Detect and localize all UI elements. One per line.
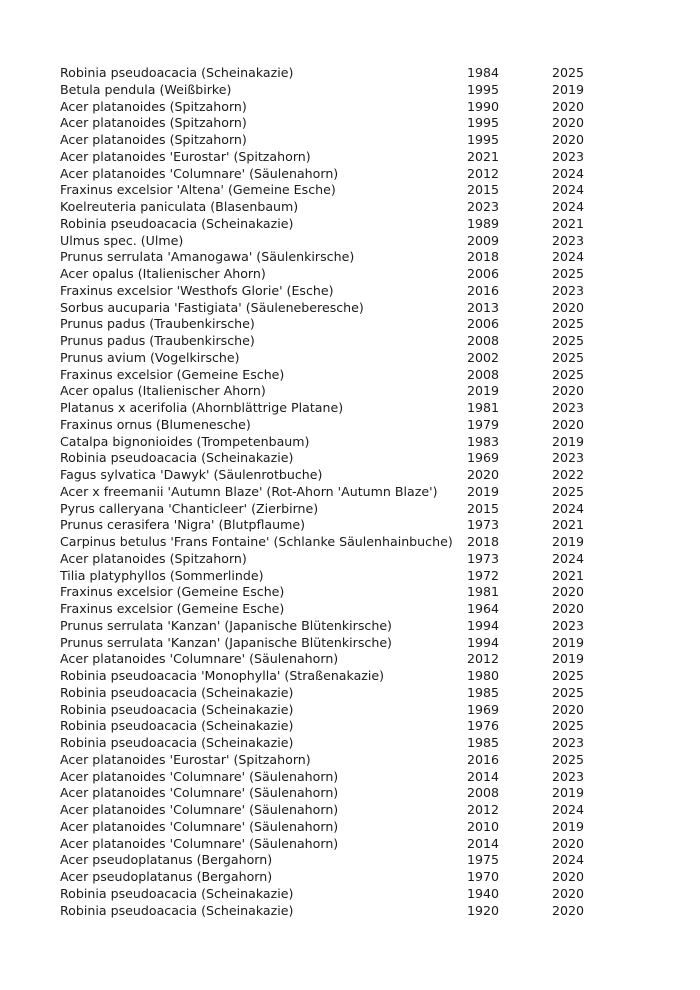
table-row bbox=[60, 65, 620, 82]
inspection-year-cell: 2023 bbox=[552, 232, 585, 248]
inspection-year-cell: 2024 bbox=[552, 852, 585, 868]
table-row bbox=[60, 802, 620, 819]
planting-year-cell: 1976 bbox=[467, 718, 500, 734]
inspection-year-cell: 2020 bbox=[552, 835, 585, 851]
planting-year-cell: 1973 bbox=[467, 517, 500, 533]
table-row bbox=[60, 132, 620, 149]
planting-year-cell: 1994 bbox=[467, 617, 500, 633]
table-row bbox=[60, 584, 620, 601]
table-row bbox=[60, 484, 620, 501]
inspection-year-cell: 2020 bbox=[552, 902, 585, 918]
tree-species-cell: Fraxinus excelsior (Gemeine Esche) bbox=[60, 366, 285, 382]
tree-species-cell: Fraxinus excelsior 'Altena' (Gemeine Esche) bbox=[60, 182, 336, 198]
inspection-year-cell: 2024 bbox=[552, 550, 585, 566]
inspection-year-cell: 2021 bbox=[552, 567, 585, 583]
planting-year-cell: 1972 bbox=[467, 567, 500, 583]
tree-species-cell: Catalpa bignonioides (Trompetenbaum) bbox=[60, 433, 310, 449]
table-row bbox=[60, 551, 620, 568]
planting-year-cell: 2008 bbox=[467, 366, 500, 382]
tree-species-cell: Acer platanoides (Spitzahorn) bbox=[60, 132, 247, 147]
tree-species-cell: Robinia pseudoacacia (Scheinakazie) bbox=[60, 718, 294, 734]
table-row bbox=[60, 718, 620, 735]
inspection-year-cell: 2023 bbox=[552, 282, 585, 298]
inspection-year-cell: 2024 bbox=[552, 182, 585, 198]
inspection-year-cell: 2023 bbox=[552, 617, 585, 633]
planting-year-cell: 2018 bbox=[467, 249, 500, 265]
table-row bbox=[60, 769, 620, 786]
planting-year-cell: 1981 bbox=[467, 400, 500, 415]
tree-species-cell: Prunus serrulata 'Kanzan' (Japanische Blütenkirsche) bbox=[60, 634, 392, 650]
table-row bbox=[60, 350, 620, 367]
tree-species-cell: Tilia platyphyllos (Sommerlinde) bbox=[60, 567, 264, 583]
inspection-year-cell: 2025 bbox=[552, 266, 585, 281]
planting-year-cell: 2020 bbox=[467, 467, 500, 482]
table-row bbox=[60, 517, 620, 534]
table-row bbox=[60, 383, 620, 400]
table-row bbox=[60, 367, 620, 384]
table-row bbox=[60, 115, 620, 132]
table-row bbox=[60, 149, 620, 166]
tree-list-table bbox=[60, 65, 620, 919]
planting-year-cell: 2015 bbox=[467, 500, 500, 516]
tree-species-cell: Acer platanoides 'Eurostar' (Spitzahorn) bbox=[60, 148, 311, 164]
inspection-year-cell: 2019 bbox=[552, 81, 585, 97]
table-row bbox=[60, 702, 620, 719]
tree-species-cell: Acer pseudoplatanus (Bergahorn) bbox=[60, 869, 273, 884]
inspection-year-cell: 2019 bbox=[552, 785, 585, 801]
planting-year-cell: 2018 bbox=[467, 534, 500, 549]
tree-species-cell: Fraxinus excelsior (Gemeine Esche) bbox=[60, 584, 285, 600]
inspection-year-cell: 2025 bbox=[552, 718, 585, 734]
table-row bbox=[60, 333, 620, 350]
table-row bbox=[60, 283, 620, 300]
planting-year-cell: 1994 bbox=[467, 634, 500, 650]
inspection-year-cell: 2024 bbox=[552, 500, 585, 516]
planting-year-cell: 2016 bbox=[467, 282, 500, 298]
tree-species-cell: Acer platanoides 'Eurostar' (Spitzahorn) bbox=[60, 751, 311, 767]
planting-year-cell: 2008 bbox=[467, 333, 500, 348]
tree-species-cell: Prunus cerasifera 'Nigra' (Blutpflaume) bbox=[60, 517, 306, 533]
table-row bbox=[60, 417, 620, 434]
inspection-year-cell: 2023 bbox=[552, 450, 585, 466]
tree-species-cell: Acer platanoides 'Columnare' (Säulenahorn) bbox=[60, 651, 339, 667]
planting-year-cell: 1920 bbox=[467, 902, 500, 918]
inspection-year-cell: 2020 bbox=[552, 383, 585, 399]
planting-year-cell: 1983 bbox=[467, 433, 500, 449]
tree-species-cell: Acer x freemanii 'Autumn Blaze' (Rot-Ahorn 'Autumn Blaze') bbox=[60, 483, 438, 499]
planting-year-cell: 2014 bbox=[467, 835, 500, 851]
planting-year-cell: 2019 bbox=[467, 483, 500, 499]
planting-year-cell: 2002 bbox=[467, 349, 500, 365]
inspection-year-cell: 2023 bbox=[552, 768, 585, 784]
planting-year-cell: 2016 bbox=[467, 751, 500, 767]
tree-species-cell: Acer platanoides 'Columnare' (Säulenahorn) bbox=[60, 165, 339, 181]
table-row bbox=[60, 182, 620, 199]
tree-species-cell: Acer platanoides 'Columnare' (Säulenahorn) bbox=[60, 802, 339, 817]
tree-species-cell: Pyrus calleryana 'Chanticleer' (Zierbirne) bbox=[60, 500, 319, 516]
tree-species-cell: Prunus padus (Traubenkirsche) bbox=[60, 333, 255, 348]
planting-year-cell: 1969 bbox=[467, 701, 500, 717]
tree-species-cell: Acer platanoides 'Columnare' (Säulenahorn) bbox=[60, 818, 339, 834]
tree-species-cell: Acer pseudoplatanus (Bergahorn) bbox=[60, 852, 273, 868]
tree-species-cell: Prunus avium (Vogelkirsche) bbox=[60, 349, 240, 365]
table-row bbox=[60, 166, 620, 183]
table-row bbox=[60, 199, 620, 216]
planting-year-cell: 2015 bbox=[467, 182, 500, 198]
planting-year-cell: 1981 bbox=[467, 584, 500, 600]
planting-year-cell: 1985 bbox=[467, 684, 500, 700]
tree-species-cell: Fagus sylvatica 'Dawyk' (Säulenrotbuche) bbox=[60, 467, 323, 482]
table-row bbox=[60, 266, 620, 283]
planting-year-cell: 1995 bbox=[467, 115, 500, 131]
tree-species-cell: Robinia pseudoacacia (Scheinakazie) bbox=[60, 65, 294, 80]
table-row bbox=[60, 400, 620, 417]
table-row bbox=[60, 785, 620, 802]
inspection-year-cell: 2020 bbox=[552, 416, 585, 432]
planting-year-cell: 1984 bbox=[467, 65, 500, 80]
planting-year-cell: 2023 bbox=[467, 199, 500, 214]
inspection-year-cell: 2024 bbox=[552, 165, 585, 181]
planting-year-cell: 1969 bbox=[467, 450, 500, 466]
planting-year-cell: 2010 bbox=[467, 818, 500, 834]
tree-species-cell: Platanus x acerifolia (Ahornblättrige Platane) bbox=[60, 400, 344, 415]
tree-species-cell: Acer opalus (Italienischer Ahorn) bbox=[60, 266, 266, 281]
inspection-year-cell: 2021 bbox=[552, 215, 585, 231]
tree-species-cell: Betula pendula (Weißbirke) bbox=[60, 81, 232, 97]
tree-species-cell: Acer platanoides (Spitzahorn) bbox=[60, 98, 247, 114]
tree-species-cell: Robinia pseudoacacia (Scheinakazie) bbox=[60, 215, 294, 231]
inspection-year-cell: 2024 bbox=[552, 249, 585, 265]
inspection-year-cell: 2025 bbox=[552, 684, 585, 700]
inspection-year-cell: 2020 bbox=[552, 869, 585, 884]
tree-species-cell: Fraxinus ornus (Blumenesche) bbox=[60, 416, 251, 432]
table-row bbox=[60, 886, 620, 903]
planting-year-cell: 2014 bbox=[467, 768, 500, 784]
planting-year-cell: 2009 bbox=[467, 232, 500, 248]
table-row bbox=[60, 685, 620, 702]
tree-species-cell: Robinia pseudoacacia (Scheinakazie) bbox=[60, 885, 294, 901]
inspection-year-cell: 2020 bbox=[552, 299, 585, 315]
inspection-year-cell: 2025 bbox=[552, 668, 585, 683]
inspection-year-cell: 2020 bbox=[552, 885, 585, 901]
table-row bbox=[60, 99, 620, 116]
inspection-year-cell: 2025 bbox=[552, 65, 585, 80]
tree-species-cell: Acer platanoides (Spitzahorn) bbox=[60, 550, 247, 566]
inspection-year-cell: 2020 bbox=[552, 584, 585, 600]
table-row bbox=[60, 635, 620, 652]
tree-species-cell: Acer platanoides 'Columnare' (Säulenahorn) bbox=[60, 785, 339, 801]
planting-year-cell: 2008 bbox=[467, 785, 500, 801]
tree-species-cell: Prunus serrulata 'Amanogawa' (Säulenkirsche) bbox=[60, 249, 355, 265]
tree-species-cell: Robinia pseudoacacia (Scheinakazie) bbox=[60, 735, 294, 750]
inspection-year-cell: 2025 bbox=[552, 751, 585, 767]
inspection-year-cell: 2021 bbox=[552, 517, 585, 533]
inspection-year-cell: 2025 bbox=[552, 483, 585, 499]
table-row bbox=[60, 903, 620, 920]
planting-year-cell: 2021 bbox=[467, 148, 500, 164]
tree-species-cell: Robinia pseudoacacia (Scheinakazie) bbox=[60, 684, 294, 700]
inspection-year-cell: 2020 bbox=[552, 701, 585, 717]
table-row bbox=[60, 618, 620, 635]
table-row bbox=[60, 668, 620, 685]
inspection-year-cell: 2020 bbox=[552, 115, 585, 131]
table-row bbox=[60, 852, 620, 869]
tree-species-cell: Robinia pseudoacacia (Scheinakazie) bbox=[60, 450, 294, 466]
inspection-year-cell: 2020 bbox=[552, 132, 585, 147]
table-row bbox=[60, 601, 620, 618]
tree-species-cell: Acer platanoides 'Columnare' (Säulenahorn) bbox=[60, 768, 339, 784]
table-row bbox=[60, 216, 620, 233]
tree-species-cell: Robinia pseudoacacia 'Monophylla' (Straßenakazie) bbox=[60, 668, 385, 683]
inspection-year-cell: 2024 bbox=[552, 199, 585, 214]
inspection-year-cell: 2022 bbox=[552, 467, 585, 482]
planting-year-cell: 1964 bbox=[467, 601, 500, 616]
planting-year-cell: 1995 bbox=[467, 81, 500, 97]
table-row bbox=[60, 534, 620, 551]
table-row bbox=[60, 316, 620, 333]
table-row bbox=[60, 651, 620, 668]
inspection-year-cell: 2023 bbox=[552, 400, 585, 415]
planting-year-cell: 2006 bbox=[467, 316, 500, 332]
inspection-year-cell: 2020 bbox=[552, 98, 585, 114]
planting-year-cell: 1990 bbox=[467, 98, 500, 114]
table-row bbox=[60, 434, 620, 451]
planting-year-cell: 1940 bbox=[467, 885, 500, 901]
table-row bbox=[60, 752, 620, 769]
planting-year-cell: 2012 bbox=[467, 802, 500, 817]
planting-year-cell: 1985 bbox=[467, 735, 500, 750]
inspection-year-cell: 2019 bbox=[552, 651, 585, 667]
planting-year-cell: 1995 bbox=[467, 132, 500, 147]
table-row bbox=[60, 300, 620, 317]
table-row bbox=[60, 450, 620, 467]
planting-year-cell: 2013 bbox=[467, 299, 500, 315]
inspection-year-cell: 2019 bbox=[552, 818, 585, 834]
planting-year-cell: 2019 bbox=[467, 383, 500, 399]
planting-year-cell: 1980 bbox=[467, 668, 500, 683]
inspection-year-cell: 2019 bbox=[552, 634, 585, 650]
planting-year-cell: 2012 bbox=[467, 651, 500, 667]
tree-species-cell: Prunus serrulata 'Kanzan' (Japanische Blütenkirsche) bbox=[60, 617, 392, 633]
inspection-year-cell: 2023 bbox=[552, 148, 585, 164]
tree-species-cell: Acer opalus (Italienischer Ahorn) bbox=[60, 383, 266, 399]
tree-species-cell: Sorbus aucuparia 'Fastigiata' (Säuleneberesche) bbox=[60, 299, 364, 315]
table-row bbox=[60, 836, 620, 853]
table-row bbox=[60, 249, 620, 266]
inspection-year-cell: 2019 bbox=[552, 433, 585, 449]
table-row bbox=[60, 819, 620, 836]
table-row bbox=[60, 869, 620, 886]
inspection-year-cell: 2025 bbox=[552, 316, 585, 332]
tree-species-cell: Carpinus betulus 'Frans Fontaine' (Schlanke Säulenhainbuche) bbox=[60, 534, 453, 549]
tree-species-cell: Robinia pseudoacacia (Scheinakazie) bbox=[60, 902, 294, 918]
inspection-year-cell: 2020 bbox=[552, 601, 585, 616]
table-row bbox=[60, 82, 620, 99]
planting-year-cell: 1973 bbox=[467, 550, 500, 566]
inspection-year-cell: 2024 bbox=[552, 802, 585, 817]
table-row bbox=[60, 735, 620, 752]
table-row bbox=[60, 501, 620, 518]
tree-species-cell: Robinia pseudoacacia (Scheinakazie) bbox=[60, 701, 294, 717]
tree-species-cell: Acer platanoides 'Columnare' (Säulenahorn) bbox=[60, 835, 339, 851]
tree-species-cell: Ulmus spec. (Ulme) bbox=[60, 232, 184, 248]
inspection-year-cell: 2019 bbox=[552, 534, 585, 549]
planting-year-cell: 1979 bbox=[467, 416, 500, 432]
tree-species-cell: Acer platanoides (Spitzahorn) bbox=[60, 115, 247, 131]
tree-species-cell: Fraxinus excelsior (Gemeine Esche) bbox=[60, 601, 285, 616]
table-row bbox=[60, 568, 620, 585]
tree-species-cell: Prunus padus (Traubenkirsche) bbox=[60, 316, 255, 332]
tree-species-cell: Koelreuteria paniculata (Blasenbaum) bbox=[60, 199, 299, 214]
inspection-year-cell: 2025 bbox=[552, 366, 585, 382]
table-row bbox=[60, 467, 620, 484]
planting-year-cell: 2006 bbox=[467, 266, 500, 281]
inspection-year-cell: 2023 bbox=[552, 735, 585, 750]
inspection-year-cell: 2025 bbox=[552, 349, 585, 365]
planting-year-cell: 1975 bbox=[467, 852, 500, 868]
inspection-year-cell: 2025 bbox=[552, 333, 585, 348]
planting-year-cell: 1989 bbox=[467, 215, 500, 231]
planting-year-cell: 1970 bbox=[467, 869, 500, 884]
tree-species-cell: Fraxinus excelsior 'Westhofs Glorie' (Esche) bbox=[60, 282, 334, 298]
table-row bbox=[60, 233, 620, 250]
planting-year-cell: 2012 bbox=[467, 165, 500, 181]
